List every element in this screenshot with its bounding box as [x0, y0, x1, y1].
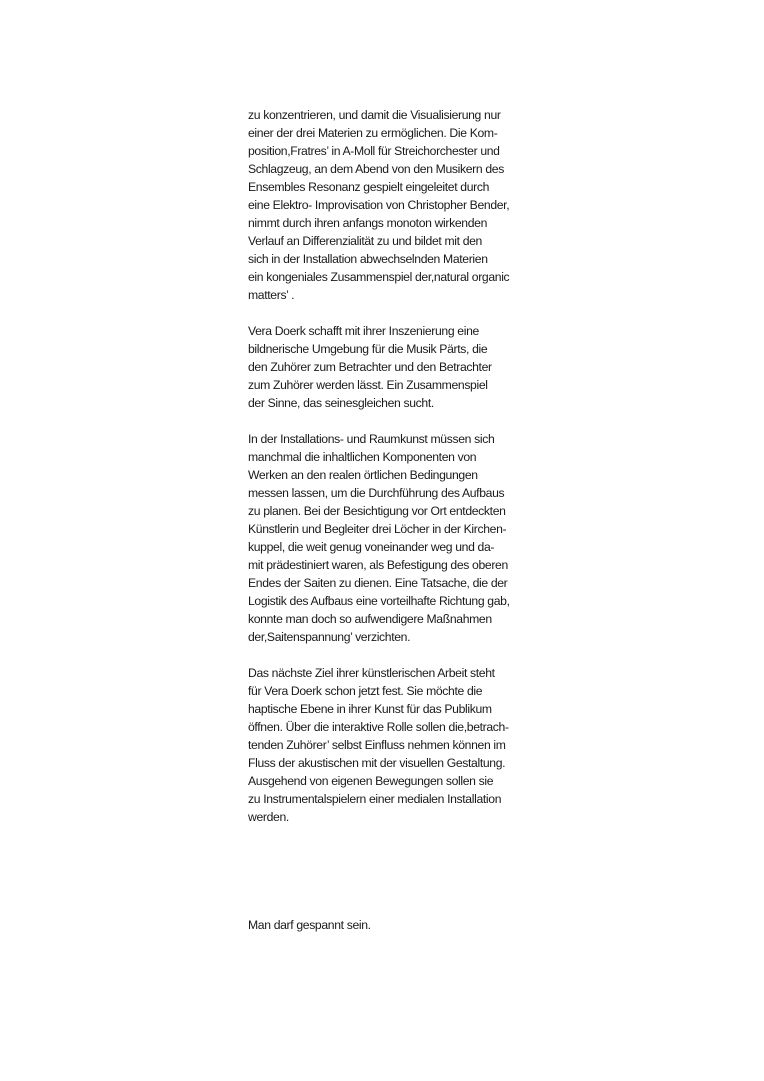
text-line: haptische Ebene in ihrer Kunst für das Publikum: [248, 702, 492, 716]
text-line: Ausgehend von eigenen Bewegungen sollen sie: [248, 774, 494, 788]
text-line: eine Elektro- Improvisation von Christopher Bender,: [248, 198, 510, 212]
text-line: Werken an den realen örtlichen Bedingungen: [248, 468, 478, 482]
text-line: für Vera Doerk schon jetzt fest. Sie möchte die: [248, 684, 483, 698]
text-line: der Sinne, das seinesgleichen sucht.: [248, 396, 434, 410]
text-line: tenden Zuhörer’ selbst Einfluss nehmen können im: [248, 738, 506, 752]
text-line: Schlagzeug, an dem Abend von den Musikern des: [248, 162, 504, 176]
text-line: Fluss der akustischen mit der visuellen Gestaltung.: [248, 756, 506, 770]
text-line: der,Saitenspannung’ verzichten.: [248, 630, 411, 644]
text-line: Das nächste Ziel ihrer künstlerischen Arbeit steht: [248, 666, 495, 680]
text-line: nimmt durch ihren anfangs monoton wirkenden: [248, 216, 487, 230]
text-line: konnte man doch so aufwendigere Maßnahmen: [248, 612, 492, 626]
text-line: mit prädestiniert waren, als Befestigung des oberen: [248, 558, 508, 572]
text-line: den Zuhörer zum Betrachter und den Betrachter: [248, 360, 492, 374]
text-line: Man darf gespannt sein.: [248, 918, 371, 932]
text-line: zum Zuhörer werden lässt. Ein Zusammenspiel: [248, 378, 488, 392]
text-line: manchmal die inhaltlichen Komponenten von: [248, 450, 477, 464]
text-line: Vera Doerk schafft mit ihrer Inszenierung eine: [248, 324, 479, 338]
text-line: Logistik des Aufbaus eine vorteilhafte Richtung gab,: [248, 594, 510, 608]
text-line: Verlauf an Differenzialität zu und bildet mit den: [248, 234, 482, 248]
text-line: zu konzentrieren, und damit die Visualisierung nur: [248, 108, 501, 122]
text-line: In der Installations- und Raumkunst müssen sich: [248, 432, 495, 446]
text-line: Künstlerin und Begleiter drei Löcher in der Kirchen-: [248, 522, 507, 536]
text-line: matters’ .: [248, 288, 295, 302]
text-line: bildnerische Umgebung für die Musik Pärts, die: [248, 342, 488, 356]
text-line: zu planen. Bei der Besichtigung vor Ort entdeckten: [248, 504, 506, 518]
paragraph-1: [248, 106, 538, 304]
text-line: ein kongeniales Zusammenspiel der,natural organic: [248, 270, 510, 284]
text-line: Endes der Saiten zu dienen. Eine Tatsache, die der: [248, 576, 508, 590]
text-line: einer der drei Materien zu ermöglichen. Die Kom-: [248, 126, 498, 140]
text-line: sich in der Installation abwechselnden Materien: [248, 252, 488, 266]
paragraph-3: [248, 430, 538, 646]
text-line: Ensembles Resonanz gespielt eingeleitet durch: [248, 180, 490, 194]
text-line: zu Instrumentalspielern einer medialen Installation: [248, 792, 502, 806]
text-line: kuppel, die weit genug voneinander weg und da-: [248, 540, 495, 554]
closing-line: [248, 916, 538, 934]
text-line: messen lassen, um die Durchführung des Aufbaus: [248, 486, 505, 500]
text-line: position,Fratres’ in A-Moll für Streichorchester und: [248, 144, 500, 158]
paragraph-4: [248, 664, 538, 826]
text-line: öffnen. Über die interaktive Rolle sollen die,betrach-: [248, 720, 509, 734]
text-line: werden.: [248, 810, 289, 824]
paragraph-2: [248, 322, 538, 412]
